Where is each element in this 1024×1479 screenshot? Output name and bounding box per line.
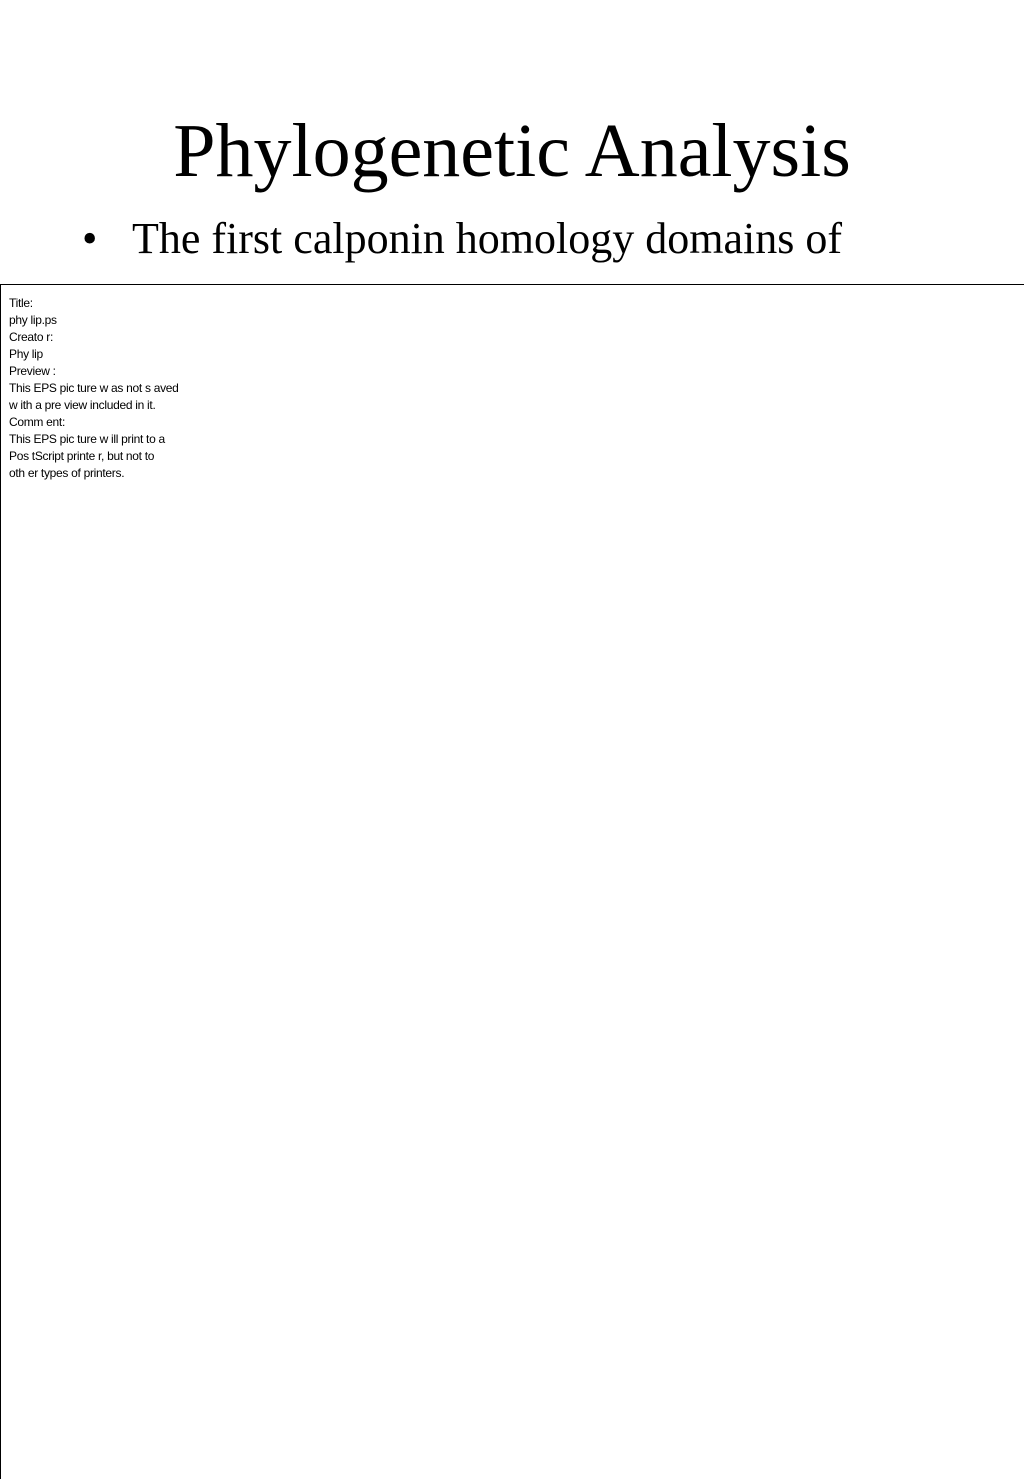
- bullet-list: [82, 214, 982, 264]
- eps-creator-value: Phy lip: [9, 347, 43, 361]
- eps-comment-value-line2: Pos tScript printe r, but not to: [9, 449, 155, 463]
- eps-image-placeholder: [0, 284, 1024, 1479]
- eps-title-label: Title:: [9, 296, 33, 310]
- bullet-marker: •: [82, 214, 98, 263]
- eps-preview-label: Preview :: [9, 364, 56, 378]
- eps-comment-label: Comm ent:: [9, 415, 65, 429]
- eps-creator-label: Creato r:: [9, 330, 53, 344]
- bullet-text: The first calponin homology domains of: [132, 214, 842, 263]
- eps-comment-value-line3: oth er types of printers.: [9, 466, 125, 480]
- eps-preview-value-line1: This EPS pic ture w as not s aved: [9, 381, 179, 395]
- eps-comment-value-line1: This EPS pic ture w ill print to a: [9, 432, 165, 446]
- eps-title-value: phy lip.ps: [9, 313, 57, 327]
- eps-preview-value-line2: w ith a pre view included in it.: [9, 398, 156, 412]
- eps-info-text: [9, 295, 209, 482]
- slide-title: Phylogenetic Analysis: [173, 109, 851, 193]
- bullet-item: [82, 214, 982, 264]
